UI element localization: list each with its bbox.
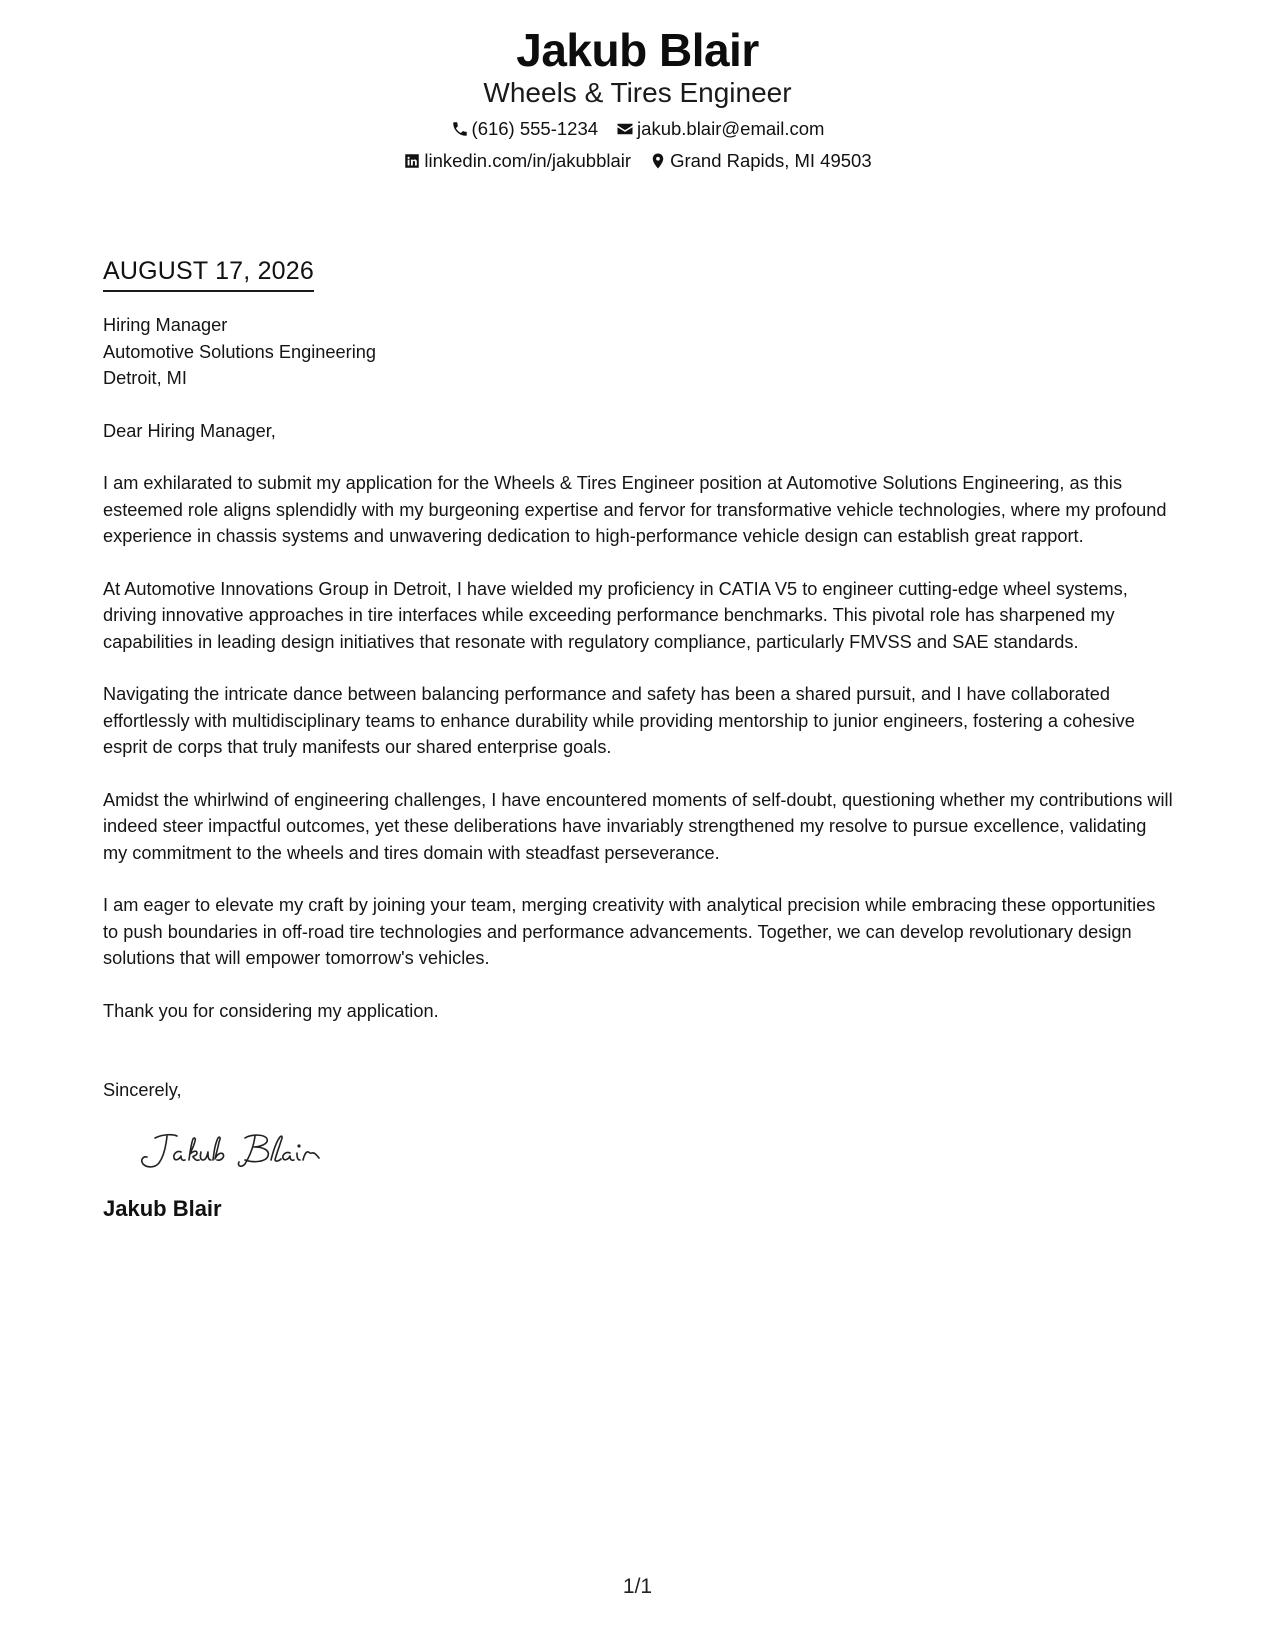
linkedin-text: linkedin.com/in/jakubblair [424, 150, 632, 171]
recipient-block [103, 312, 1175, 392]
linkedin-icon [403, 152, 421, 170]
map-pin-icon [649, 152, 667, 170]
contact-phone [451, 118, 599, 140]
body-paragraph: I am eager to elevate my craft by joining your team, merging creativity with analytical precision while embracing these opportunities to push boundaries in off-road tire technologies and performance advancements. Together, we can develop revolutionary design solutions that will empower tomorrow's vehicles. [103, 895, 1156, 968]
signer-name: Jakub Blair [103, 1195, 222, 1221]
closing-line: Sincerely, [103, 1080, 182, 1100]
body-paragraph: Amidst the whirlwind of engineering challenges, I have encountered moments of self-doubt, questioning whether my contributions will indeed steer impactful outcomes, yet these deliberations have invariably strengthened my resolve to pursue excellence, validating my commitment to the wheels and tires domain with steadfast perseverance. [103, 789, 1173, 863]
letter-header [0, 24, 1275, 172]
applicant-job-title: Wheels & Tires Engineer [483, 77, 792, 108]
contact-email[interactable] [616, 118, 824, 140]
recipient-location: Detroit, MI [103, 368, 187, 388]
letter-date: AUGUST 17, 2026 [103, 256, 314, 292]
body-paragraph: Navigating the intricate dance between balancing performance and safety has been a shared pursuit, and I have collaborated effortlessly with multidisciplinary teams to enhance durability while providing mentorship to junior engineers, fostering a cohesive esprit de corps that truly manifests our shared enterprise goals. [103, 684, 1135, 757]
body-paragraph: I am exhilarated to submit my application for the Wheels & Tires Engineer position at Automotive Solutions Engineering, as this esteemed role aligns splendidly with my burgeoning expertise and fervor for transformative vehicle technologies, where my profound experience in chassis systems and unwavering dedication to high-performance vehicle design can establish great rapport. [103, 473, 1167, 546]
phone-icon [451, 120, 469, 138]
body-paragraph: At Automotive Innovations Group in Detroit, I have wielded my proficiency in CATIA V5 to engineer cutting-edge wheel systems, driving innovative approaches in tire interfaces while exceeding performance benchmarks. This pivotal role has sharpened my capabilities in leading design initiatives that resonate with regulatory compliance, particularly FMVSS and SAE standards. [103, 578, 1128, 652]
email-text: jakub.blair@email.com [637, 118, 825, 139]
contact-location [649, 150, 872, 172]
thanks-line: Thank you for considering my application. [103, 1000, 439, 1021]
applicant-name: Jakub Blair [516, 24, 759, 76]
handwritten-signature [133, 1126, 333, 1174]
page-number: 1/1 [622, 1575, 653, 1598]
location-text: Grand Rapids, MI 49503 [670, 150, 872, 171]
contact-row-secondary [0, 150, 1275, 172]
contact-row-primary [0, 118, 1275, 140]
letter-body [103, 256, 1175, 1222]
recipient-company: Automotive Solutions Engineering [103, 341, 376, 362]
recipient-title: Hiring Manager [103, 315, 228, 335]
contact-linkedin[interactable] [403, 150, 631, 172]
salutation: Dear Hiring Manager, [103, 420, 276, 441]
signature-graphic [133, 1126, 333, 1174]
phone-text: (616) 555-1234 [471, 118, 599, 139]
envelope-icon [616, 120, 634, 138]
